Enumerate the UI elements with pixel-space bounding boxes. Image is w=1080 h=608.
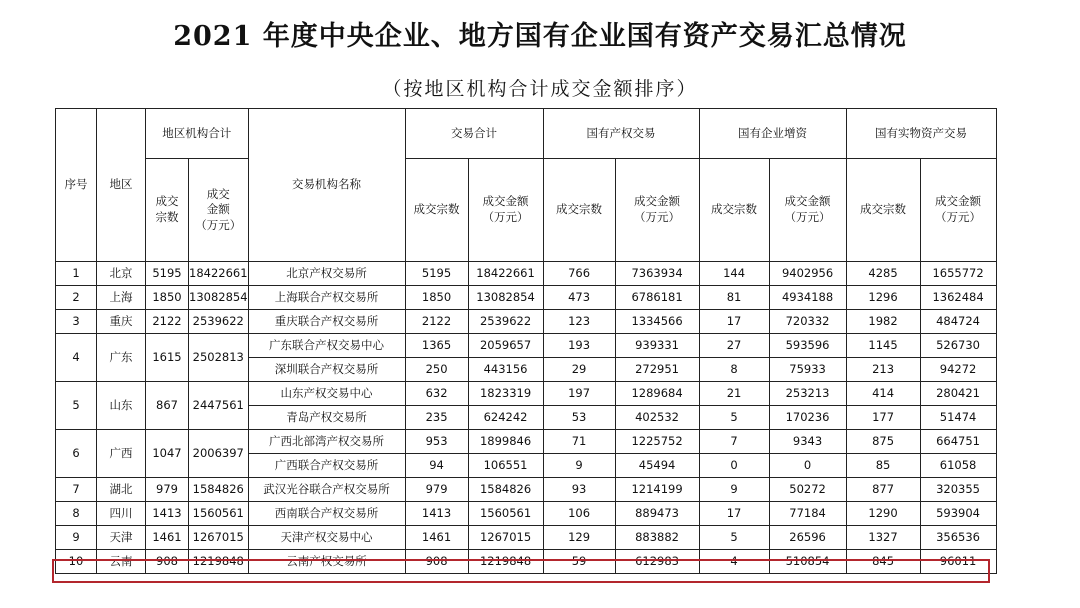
row-physical-amount: 51474 bbox=[920, 406, 996, 430]
row-equity-amount: 1334566 bbox=[615, 310, 699, 334]
row-region-amount: 1584826 bbox=[189, 478, 249, 502]
row-capital-count: 144 bbox=[699, 262, 769, 286]
row-region-amount: 18422661 bbox=[189, 262, 249, 286]
header-capital-count: 成交宗数 bbox=[699, 159, 769, 262]
row-region-amount: 2447561 bbox=[189, 382, 249, 430]
row-physical-count: 85 bbox=[846, 454, 920, 478]
row-capital-count: 4 bbox=[699, 550, 769, 574]
row-trade-amount: 2539622 bbox=[468, 310, 543, 334]
row-capital-count: 27 bbox=[699, 334, 769, 358]
row-physical-count: 875 bbox=[846, 430, 920, 454]
row-physical-amount: 593904 bbox=[920, 502, 996, 526]
row-institution-name: 深圳联合产权交易所 bbox=[248, 358, 405, 382]
row-trade-count: 1365 bbox=[405, 334, 468, 358]
row-equity-amount: 1289684 bbox=[615, 382, 699, 406]
row-physical-amount: 280421 bbox=[920, 382, 996, 406]
document-title: 2021 年度中央企业、地方国有企业国有资产交易汇总情况 bbox=[173, 21, 907, 52]
row-capital-amount: 4934188 bbox=[769, 286, 846, 310]
header-region-count: 成交 宗数 bbox=[146, 159, 189, 262]
row-region-amount: 13082854 bbox=[189, 286, 249, 310]
row-equity-amount: 1225752 bbox=[615, 430, 699, 454]
table-row bbox=[56, 286, 997, 310]
row-capital-count: 17 bbox=[699, 310, 769, 334]
header-trade-total: 交易合计 bbox=[405, 109, 543, 159]
row-region: 四川 bbox=[97, 502, 146, 526]
row-physical-count: 1296 bbox=[846, 286, 920, 310]
row-region-count: 867 bbox=[146, 382, 189, 430]
row-trade-amount: 18422661 bbox=[468, 262, 543, 286]
row-region-amount: 1219848 bbox=[189, 550, 249, 574]
row-trade-amount: 1219848 bbox=[468, 550, 543, 574]
row-capital-amount: 253213 bbox=[769, 382, 846, 406]
row-region-count: 1047 bbox=[146, 430, 189, 478]
row-physical-amount: 96011 bbox=[920, 550, 996, 574]
row-physical-amount: 356536 bbox=[920, 526, 996, 550]
row-seq: 5 bbox=[56, 382, 97, 430]
row-region: 云南 bbox=[97, 550, 146, 574]
row-trade-amount: 624242 bbox=[468, 406, 543, 430]
row-trade-count: 94 bbox=[405, 454, 468, 478]
row-trade-count: 953 bbox=[405, 430, 468, 454]
row-trade-count: 1413 bbox=[405, 502, 468, 526]
row-capital-amount: 9402956 bbox=[769, 262, 846, 286]
row-capital-amount: 0 bbox=[769, 454, 846, 478]
header-equity: 国有产权交易 bbox=[543, 109, 699, 159]
row-trade-amount: 13082854 bbox=[468, 286, 543, 310]
row-trade-amount: 1823319 bbox=[468, 382, 543, 406]
row-equity-count: 53 bbox=[543, 406, 615, 430]
row-capital-count: 5 bbox=[699, 526, 769, 550]
row-physical-count: 1982 bbox=[846, 310, 920, 334]
row-institution-name: 武汉光谷联合产权交易所 bbox=[248, 478, 405, 502]
row-institution-name: 天津产权交易中心 bbox=[248, 526, 405, 550]
header-region: 地区 bbox=[97, 109, 146, 262]
row-trade-amount: 1267015 bbox=[468, 526, 543, 550]
row-capital-amount: 510854 bbox=[769, 550, 846, 574]
row-seq: 1 bbox=[56, 262, 97, 286]
row-institution-name: 重庆联合产权交易所 bbox=[248, 310, 405, 334]
row-region-amount: 2006397 bbox=[189, 430, 249, 478]
row-region: 湖北 bbox=[97, 478, 146, 502]
row-equity-count: 766 bbox=[543, 262, 615, 286]
row-seq: 10 bbox=[56, 550, 97, 574]
row-equity-count: 197 bbox=[543, 382, 615, 406]
row-capital-amount: 77184 bbox=[769, 502, 846, 526]
document-subtitle: （按地区机构合计成交金额排序） bbox=[382, 78, 698, 100]
row-region: 天津 bbox=[97, 526, 146, 550]
header-region-amount: 成交 金额 （万元） bbox=[189, 159, 249, 262]
row-capital-amount: 593596 bbox=[769, 334, 846, 358]
row-trade-amount: 2059657 bbox=[468, 334, 543, 358]
row-seq: 9 bbox=[56, 526, 97, 550]
row-physical-amount: 664751 bbox=[920, 430, 996, 454]
row-institution-name: 广东联合产权交易中心 bbox=[248, 334, 405, 358]
row-equity-count: 473 bbox=[543, 286, 615, 310]
row-equity-amount: 7363934 bbox=[615, 262, 699, 286]
row-trade-count: 632 bbox=[405, 382, 468, 406]
row-institution-name: 云南产权交易所 bbox=[248, 550, 405, 574]
row-capital-count: 21 bbox=[699, 382, 769, 406]
row-trade-count: 250 bbox=[405, 358, 468, 382]
row-equity-count: 71 bbox=[543, 430, 615, 454]
header-physical-assets: 国有实物资产交易 bbox=[846, 109, 996, 159]
row-institution-name: 广西北部湾产权交易所 bbox=[248, 430, 405, 454]
row-capital-count: 17 bbox=[699, 502, 769, 526]
row-region-count: 5195 bbox=[146, 262, 189, 286]
row-region-amount: 1267015 bbox=[189, 526, 249, 550]
row-equity-count: 193 bbox=[543, 334, 615, 358]
row-equity-count: 106 bbox=[543, 502, 615, 526]
row-region: 广西 bbox=[97, 430, 146, 478]
row-region: 广东 bbox=[97, 334, 146, 382]
row-trade-count: 979 bbox=[405, 478, 468, 502]
row-trade-amount: 1560561 bbox=[468, 502, 543, 526]
row-equity-amount: 6786181 bbox=[615, 286, 699, 310]
row-region-amount: 2539622 bbox=[189, 310, 249, 334]
table-row bbox=[56, 478, 997, 502]
row-physical-count: 4285 bbox=[846, 262, 920, 286]
row-physical-amount: 1362484 bbox=[920, 286, 996, 310]
row-capital-count: 5 bbox=[699, 406, 769, 430]
table-row bbox=[56, 334, 997, 358]
row-equity-count: 129 bbox=[543, 526, 615, 550]
row-physical-amount: 94272 bbox=[920, 358, 996, 382]
row-equity-amount: 45494 bbox=[615, 454, 699, 478]
row-equity-amount: 612983 bbox=[615, 550, 699, 574]
row-region-amount: 1560561 bbox=[189, 502, 249, 526]
row-equity-count: 93 bbox=[543, 478, 615, 502]
header-equity-amount: 成交金额 （万元） bbox=[615, 159, 699, 262]
header-physical-amount: 成交金额 （万元） bbox=[920, 159, 996, 262]
row-region-amount: 2502813 bbox=[189, 334, 249, 382]
row-seq: 2 bbox=[56, 286, 97, 310]
row-physical-count: 1290 bbox=[846, 502, 920, 526]
row-physical-amount: 61058 bbox=[920, 454, 996, 478]
row-physical-amount: 484724 bbox=[920, 310, 996, 334]
row-region-count: 1850 bbox=[146, 286, 189, 310]
row-seq: 8 bbox=[56, 502, 97, 526]
row-region: 山东 bbox=[97, 382, 146, 430]
header-equity-count: 成交宗数 bbox=[543, 159, 615, 262]
table-row bbox=[56, 526, 997, 550]
row-institution-name: 上海联合产权交易所 bbox=[248, 286, 405, 310]
table-row bbox=[56, 550, 997, 574]
row-physical-amount: 1655772 bbox=[920, 262, 996, 286]
row-seq: 4 bbox=[56, 334, 97, 382]
header-physical-count: 成交宗数 bbox=[846, 159, 920, 262]
row-equity-amount: 1214199 bbox=[615, 478, 699, 502]
row-capital-amount: 720332 bbox=[769, 310, 846, 334]
row-trade-count: 235 bbox=[405, 406, 468, 430]
row-physical-amount: 320355 bbox=[920, 478, 996, 502]
row-trade-amount: 1899846 bbox=[468, 430, 543, 454]
table-row bbox=[56, 310, 997, 334]
row-region-count: 908 bbox=[146, 550, 189, 574]
row-physical-count: 213 bbox=[846, 358, 920, 382]
transaction-summary-table bbox=[55, 108, 997, 574]
row-region-count: 1615 bbox=[146, 334, 189, 382]
header-capital-increase: 国有企业增资 bbox=[699, 109, 846, 159]
row-trade-count: 1850 bbox=[405, 286, 468, 310]
row-physical-count: 1145 bbox=[846, 334, 920, 358]
row-trade-amount: 443156 bbox=[468, 358, 543, 382]
row-equity-amount: 402532 bbox=[615, 406, 699, 430]
row-capital-count: 7 bbox=[699, 430, 769, 454]
table-row bbox=[56, 382, 997, 406]
row-capital-amount: 170236 bbox=[769, 406, 846, 430]
row-region: 上海 bbox=[97, 286, 146, 310]
row-trade-amount: 1584826 bbox=[468, 478, 543, 502]
row-physical-count: 1327 bbox=[846, 526, 920, 550]
row-capital-amount: 50272 bbox=[769, 478, 846, 502]
row-trade-count: 1461 bbox=[405, 526, 468, 550]
row-capital-count: 9 bbox=[699, 478, 769, 502]
row-institution-name: 广西联合产权交易所 bbox=[248, 454, 405, 478]
table-row bbox=[56, 502, 997, 526]
row-region-count: 1413 bbox=[146, 502, 189, 526]
header-region-total: 地区机构合计 bbox=[146, 109, 249, 159]
row-capital-amount: 9343 bbox=[769, 430, 846, 454]
row-region: 重庆 bbox=[97, 310, 146, 334]
header-trade-amount: 成交金额 （万元） bbox=[468, 159, 543, 262]
row-physical-amount: 526730 bbox=[920, 334, 996, 358]
row-trade-count: 5195 bbox=[405, 262, 468, 286]
row-equity-count: 123 bbox=[543, 310, 615, 334]
row-physical-count: 414 bbox=[846, 382, 920, 406]
row-seq: 6 bbox=[56, 430, 97, 478]
row-region: 北京 bbox=[97, 262, 146, 286]
header-capital-amount: 成交金额 （万元） bbox=[769, 159, 846, 262]
row-equity-count: 9 bbox=[543, 454, 615, 478]
row-equity-count: 29 bbox=[543, 358, 615, 382]
row-equity-count: 59 bbox=[543, 550, 615, 574]
row-capital-count: 81 bbox=[699, 286, 769, 310]
header-seq: 序号 bbox=[56, 109, 97, 262]
table-row bbox=[56, 430, 997, 454]
row-region-count: 2122 bbox=[146, 310, 189, 334]
table-row bbox=[56, 262, 997, 286]
row-equity-amount: 889473 bbox=[615, 502, 699, 526]
row-seq: 3 bbox=[56, 310, 97, 334]
row-equity-amount: 939331 bbox=[615, 334, 699, 358]
row-trade-count: 908 bbox=[405, 550, 468, 574]
row-institution-name: 青岛产权交易所 bbox=[248, 406, 405, 430]
row-physical-count: 177 bbox=[846, 406, 920, 430]
row-region-count: 979 bbox=[146, 478, 189, 502]
row-physical-count: 877 bbox=[846, 478, 920, 502]
row-capital-count: 8 bbox=[699, 358, 769, 382]
row-physical-count: 845 bbox=[846, 550, 920, 574]
row-trade-amount: 106551 bbox=[468, 454, 543, 478]
row-institution-name: 北京产权交易所 bbox=[248, 262, 405, 286]
row-seq: 7 bbox=[56, 478, 97, 502]
header-institution: 交易机构名称 bbox=[248, 109, 405, 262]
row-region-count: 1461 bbox=[146, 526, 189, 550]
row-trade-count: 2122 bbox=[405, 310, 468, 334]
row-institution-name: 山东产权交易中心 bbox=[248, 382, 405, 406]
header-trade-count: 成交宗数 bbox=[405, 159, 468, 262]
row-equity-amount: 272951 bbox=[615, 358, 699, 382]
row-equity-amount: 883882 bbox=[615, 526, 699, 550]
row-capital-count: 0 bbox=[699, 454, 769, 478]
row-capital-amount: 75933 bbox=[769, 358, 846, 382]
row-institution-name: 西南联合产权交易所 bbox=[248, 502, 405, 526]
row-capital-amount: 26596 bbox=[769, 526, 846, 550]
